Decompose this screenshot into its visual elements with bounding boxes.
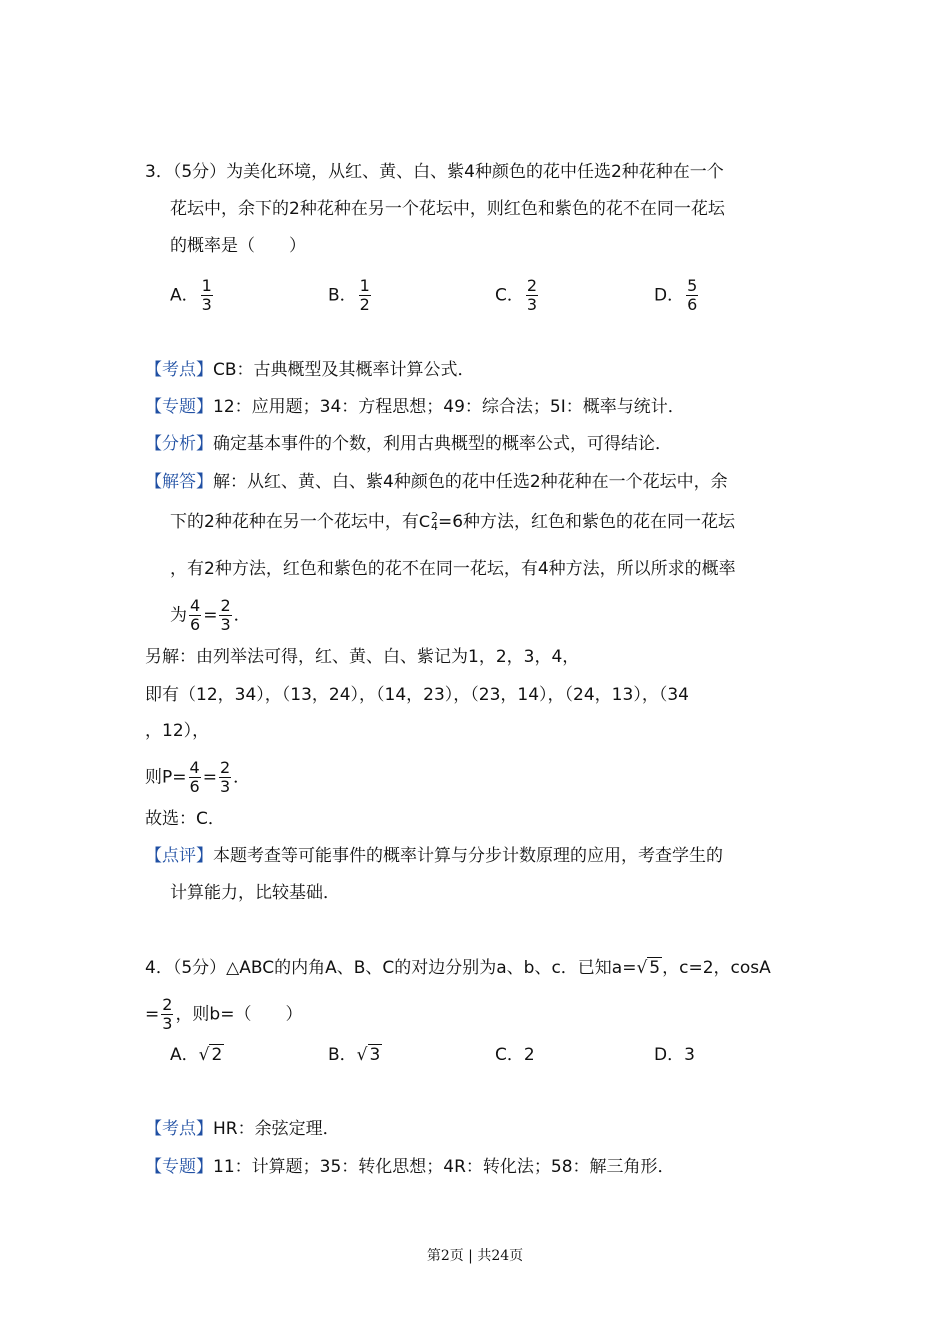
q3-alt-line4: 则P= $\frac{4}{6}$ = $\frac{2}{3}$ ．	[145, 758, 251, 796]
q3-zhuanti: 【专题】12：应用题；34：方程思想；49：综合法；5I：概率与统计．	[145, 397, 685, 417]
fenxi-tag: 【分析】	[145, 434, 213, 454]
sqrt-expression: √ 5	[636, 958, 661, 978]
q3-stem-line1: 3．（5分）为美化环境，从红、黄、白、紫4种颜色的花中任选2种花种在一个	[145, 162, 724, 182]
page-footer: 第2页 | 共24页	[426, 1248, 524, 1264]
jieda-tag: 【解答】	[145, 472, 213, 492]
q3-stem-line2: 花坛中，余下的2种花种在另一个花坛中，则红色和紫色的花不在同一花坛	[170, 199, 725, 219]
q3-kaodian: 【考点】CB：古典概型及其概率计算公式．	[145, 360, 475, 380]
q4-stem-line2: = $\frac{2}{3}$ ，则b=（ ）	[145, 995, 303, 1033]
q3-stem-line3: 的概率是（ ）	[170, 236, 306, 256]
q3-option-b: B． $\frac{1}{2}$	[328, 276, 370, 314]
q3-alt-line3: ，12），	[145, 721, 210, 741]
q4-option-a: A．√ 2	[170, 1045, 223, 1065]
q3-jieda-line3: ，有2种方法，红色和紫色的花不在同一花坛，有4种方法，所以所求的概率	[170, 559, 736, 579]
kaodian-tag: 【考点】	[145, 1119, 213, 1139]
q3-alt-line1: 另解：由列举法可得，红、黄、白、紫记为1，2，3，4，	[145, 647, 580, 667]
combination-symbol: C 2 4	[418, 510, 438, 533]
q3-option-c: C． $\frac{2}{3}$	[495, 276, 538, 314]
q3-dianping-line2: 计算能力，比较基础．	[170, 883, 340, 903]
kaodian-tag: 【考点】	[145, 360, 213, 380]
q4-kaodian: 【考点】HR：余弦定理．	[145, 1119, 340, 1139]
q3-jieda-line2: 下的2种花种在另一个花坛中，有 C 2 4 =6种方法，红色和紫色的花在同一花坛	[170, 510, 736, 533]
zhuanti-tag: 【专题】	[145, 397, 213, 417]
q3-dianping-line1: 【点评】本题考查等可能事件的概率计算与分步计数原理的应用，考查学生的	[145, 846, 723, 866]
q3-alt-line2: 即有（12，34），（13，24），（14，23），（23，14），（24，13），（34	[145, 685, 689, 705]
q3-fenxi: 【分析】确定基本事件的个数，利用古典概型的概率公式，可得结论．	[145, 434, 672, 454]
q4-zhuanti: 【专题】11：计算题；35：转化思想；4R：转化法；58：解三角形．	[145, 1157, 675, 1177]
q4-option-b: B．√ 3	[328, 1045, 381, 1065]
q4-option-d: D．3	[654, 1045, 695, 1065]
q4-option-c: C．2	[495, 1045, 535, 1065]
zhuanti-tag: 【专题】	[145, 1157, 213, 1177]
q3-option-d: D． $\frac{5}{6}$	[654, 276, 698, 314]
dianping-tag: 【点评】	[145, 846, 213, 866]
q3-jieda-line1: 【解答】解：从红、黄、白、紫4种颜色的花中任选2种花种在一个花坛中，余	[145, 472, 728, 492]
q3-answer: 故选：C．	[145, 809, 225, 829]
q3-option-a: A． $\frac{1}{3}$	[170, 276, 212, 314]
q4-stem-line1: 4．（5分）△ABC的内角A、B、C的对边分别为a、b、c．已知a=√ 5 ，c=2，cosA	[145, 958, 771, 978]
q3-jieda-line4: 为 $\frac{4}{6}$ = $\frac{2}{3}$ ．	[170, 596, 251, 634]
